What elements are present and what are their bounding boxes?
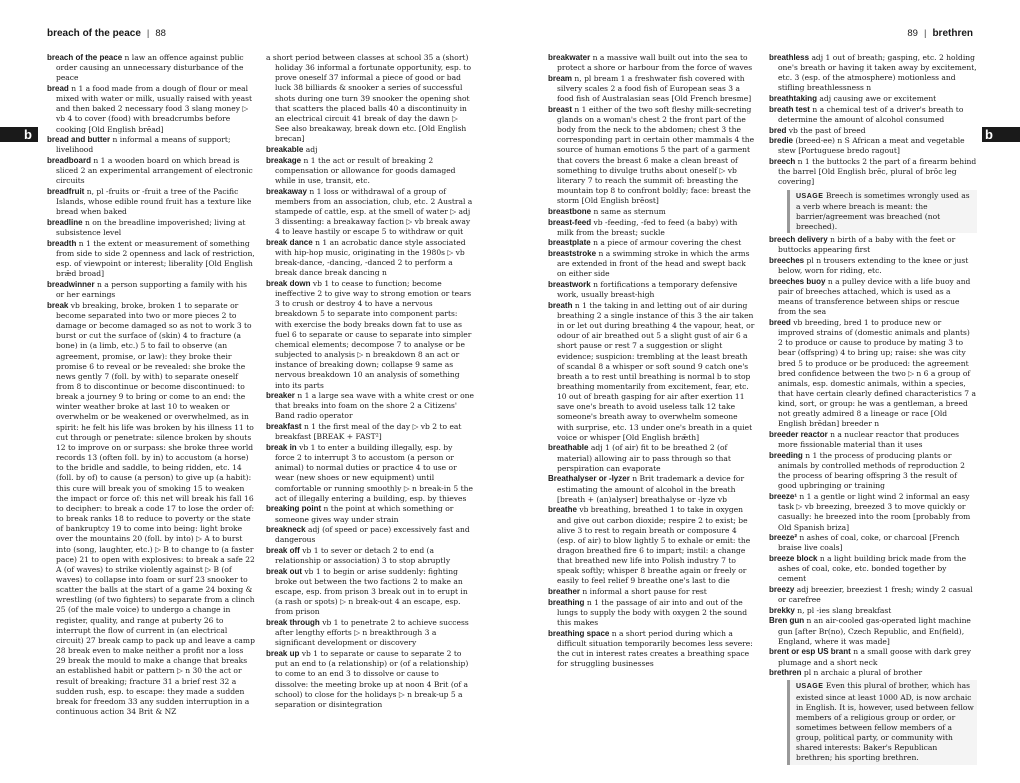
- entry-definition: n a short period during which a difficult situation temporarily becomes less severe: the cut in interest rates creates a breathing space for struggling businesses: [557, 628, 753, 669]
- entry-definition: vb 1 to penetrate 2 to achieve success after lengthy efforts ▷ n breakthrough 3 a significant development or discovery: [275, 618, 469, 648]
- entry-definition: n 1 a food made from a dough of flour or meal mixed with water or milk, usually raised with yeast and then baked 2 necessary food 3 slang money ▷ vb 4 to cover (food) with breadcrumbs before cooking [Old English brēad]: [56, 83, 253, 134]
- entry-definition: n an air-cooled gas-operated light machine gun [after Br(no), Czech Republic, and En(field), England, where it was made]: [778, 616, 971, 646]
- dictionary-entry: [769, 105, 977, 125]
- entry-definition: n a pulley device with a life buoy and pair of breeches attached, which is used as a means of transference between ships or rescue from the sea: [778, 276, 971, 317]
- left-page-number: 88: [155, 28, 166, 39]
- entry-headword: break out: [266, 566, 303, 576]
- entry-definition: n 1 the passage of air into and out of the lungs to supply the body with oxygen 2 the sound this makes: [557, 597, 748, 628]
- entry-headword: bread and butter: [47, 135, 111, 145]
- entry-definition: vb 1 to cease to function; become ineffective 2 to give way to strong emotion or tears 3 to crush or destroy 4 to have a nervous breakdown 5 to separate into component parts: with exercise the body breaks down fat to use as fuel 6 to separate or cause to separate into simpler chemical elements; decompose 7 to analyse or be subjected to analysis ▷ n breakdown 8 an act or instance of breaking down; collapse 9 same as nervous breakdown 10 an analysis of something into its parts: [275, 278, 472, 390]
- left-running-head: breach of the peace | 88: [47, 28, 166, 39]
- dictionary-entry: [769, 533, 977, 553]
- dictionary-entry: [47, 239, 255, 280]
- entry-headword: breadline: [47, 218, 83, 227]
- entry-definition: n 1 a large sea wave with a white crest or one that breaks into foam on the shore 2 a Citizens' Band radio operator: [275, 391, 474, 421]
- usage-text: Even this plural of brother, which has existed since at least 1000 AD, is now archaic in English. It is, however, used between fellow members of a religious group or order, or sometimes between fellow members of a group, political party, or community with shared interests: Baker's Republican brethren; his sporting brethren.: [796, 681, 974, 763]
- entry-definition: (breed-ee) n S African a meat and vegetable stew [Portuguese bredo ragout]: [778, 136, 965, 156]
- dictionary-entry: [47, 84, 255, 135]
- dictionary-entry: [769, 256, 977, 276]
- dictionary-entry: [769, 585, 977, 605]
- dictionary-entry: [266, 391, 474, 421]
- entry-definition: n birth of a baby with the feet or buttocks appearing first: [778, 235, 956, 255]
- dictionary-entry: [266, 525, 474, 545]
- entry-headword: Bren gun: [769, 616, 805, 626]
- dictionary-entry: [769, 430, 977, 450]
- usage-label: USAGE: [796, 683, 824, 691]
- dictionary-entry: [266, 156, 474, 186]
- dictionary-entry: [266, 145, 474, 155]
- dictionary-entry: [266, 443, 474, 504]
- dictionary-entry: [548, 505, 756, 586]
- dictionary-entry: [769, 492, 977, 533]
- dictionary-entry: [266, 422, 474, 442]
- entry-headword: breathing: [548, 597, 585, 607]
- dictionary-entry: [769, 136, 977, 156]
- entry-definition: n on the breadline impoverished; living at subsistence level: [56, 218, 246, 238]
- entry-headword: breaststroke: [548, 248, 597, 258]
- entry-headword: breakneck: [266, 525, 306, 535]
- entry-definition: pl n trousers extending to the knee or just below, worn for riding, etc.: [778, 255, 969, 276]
- entry-headword: breastwork: [548, 279, 591, 289]
- dictionary-entry: [47, 280, 255, 300]
- entry-definition: n 1 loss or withdrawal of a group of members from an association, club, etc. 2 Austral a stampede of cattle, esp. at the smell of water ▷ adj 3 dissenting: a breakaway faction ▷ vb break away 4 to leave hastily or escape 5 to withdraw or quit: [275, 186, 473, 237]
- right-page-number: 89: [907, 28, 918, 39]
- dictionary-entry: [266, 567, 474, 618]
- dictionary-entry: [266, 187, 474, 238]
- entry-headword: breadboard: [47, 156, 92, 166]
- entry-headword: breeze²: [769, 533, 798, 543]
- entry-definition: a short period between classes at school 35 a (short) holiday 36 informal a fortunate opportunity, esp. to prove oneself 37 informal a piece of good or bad luck 38 billiards & snooker a series of successful shots during one turn 39 snooker the opening shot that scatters the placed balls 40 a discontinuity in an electrical circuit 41 break of day the dawn ▷ See also breakaway, break down etc. [Old English brecan]: [266, 53, 472, 144]
- entry-definition: n Brit trademark a device for estimating the amount of alcohol in the breath [breath + (an)alyser] breathalyse or -lyze vb: [557, 474, 745, 504]
- dictionary-entry: [548, 53, 756, 73]
- entry-headword: breadth: [47, 238, 77, 248]
- entry-headword: breeches buoy: [769, 276, 826, 286]
- entry-definition: vb breeding, bred 1 to produce new or improved strains of (domestic animals and plants) 2 to produce or cause to produce by mating 3 to bear (offspring) 4 to bring up; raise: she was city bred 5 to produce or be produced: the agreement bred confidence between the two ▷ n 6 a group of animals, esp. domestic animals, within a species, that have certain clearly defined characteristics 7 a kind, sort, or group: he was a gentleman, a breed not greatly admired 8 a lineage or race [Old English brēdan] breeder n: [778, 317, 976, 429]
- entry-headword: break dance: [266, 237, 313, 247]
- entry-definition: n a massive wall built out into the sea to protect a shore or harbour from the force of waves: [557, 53, 753, 73]
- dictionary-entry: [47, 156, 255, 186]
- dictionary-entry: [47, 53, 255, 83]
- entry-headword: breast-feed: [548, 217, 592, 227]
- entry-definition: n law an offence against public order causing an unnecessary disturbance of the peace: [56, 53, 244, 83]
- entry-definition: n 1 a wooden board on which bread is sliced 2 an experimental arrangement of electronic circuits: [56, 156, 253, 186]
- dictionary-entry: [47, 301, 255, 717]
- left-guide-word: breach of the peace: [47, 28, 141, 39]
- entry-headword: breathe: [548, 505, 577, 515]
- dictionary-entry: [266, 53, 474, 144]
- entry-headword: breech delivery: [769, 235, 828, 245]
- dictionary-entry: [769, 647, 977, 667]
- entry-headword: break: [47, 300, 69, 310]
- dictionary-entry: [266, 238, 474, 279]
- entry-headword: breeze block: [769, 554, 818, 563]
- dictionary-entry: [548, 587, 756, 597]
- dictionary-entry: [769, 606, 977, 616]
- entry-definition: n the point at which something or someone gives way under strain: [275, 504, 454, 524]
- right-guide-word: brethren: [932, 28, 973, 39]
- entry-definition: n fortifications a temporary defensive work, usually breast-high: [557, 279, 738, 300]
- entry-headword: brekky: [769, 605, 795, 615]
- entry-definition: n 1 the taking in and letting out of air during breathing 2 a single instance of this 3 the air taken in or let out during breathing 4 the vapour, heat, or odour of air breathed out 5 a slight gust of air 6 a short pause or rest 7 a suggestion or slight evidence; suspicion: trembling at the least breath of scandal 8 a whisper or soft sound 9 catch one's breath a to rest until breathing is normal b to stop breathing momentarily from excitement, fear, etc. 10 out of breath gasping for air after exertion 11 save one's breath to avoid useless talk 12 take someone's breath away to overwhelm someone with surprise, etc. 13 under one's breath in a quiet voice or whisper [Old English brǣth]: [557, 300, 755, 442]
- dictionary-entry: [548, 207, 756, 217]
- entry-definition: n a person supporting a family with his or her earnings: [56, 279, 247, 300]
- dictionary-entry: [548, 474, 756, 504]
- entry-definition: n a chemical test of a driver's breath to determine the amount of alcohol consumed: [778, 104, 964, 124]
- entry-definition: adj breezier, breeziest 1 fresh; windy 2 casual or carefree: [778, 584, 973, 605]
- entry-definition: n 1 a gentle or light wind 2 informal an easy task ▷ vb breezing, breezed 3 to move quickly or casually: he breezed into the room [probably from Old Spanish briza]: [778, 492, 971, 532]
- dictionary-entry: [548, 105, 756, 207]
- entry-definition: adj causing awe or excitement: [819, 94, 937, 104]
- entry-definition: n 1 an acrobatic dance style associated with hip-hop music, originating in the 1980s ▷ vb break-dance, -dancing, -danced 2 to perform a break dance break dancing n: [275, 237, 466, 278]
- entry-headword: breakfast: [266, 422, 302, 432]
- dictionary-entry: [769, 277, 977, 318]
- dictionary-entry: [548, 280, 756, 300]
- entry-definition: vb 1 to begin or arise suddenly: fighting broke out between the two factions 2 to make an escape, esp. from prison 3 break out in to erupt in (a rash or spots) ▷ n break-out 4 an escape, esp. from prison: [275, 566, 468, 617]
- entry-headword: breadfruit: [47, 187, 85, 197]
- left-thumb-index-tab: b: [0, 127, 38, 142]
- entry-headword: Breathalyser or -lyzer: [548, 474, 630, 484]
- entry-headword: breeches: [769, 255, 805, 265]
- entry-definition: n a nuclear reactor that produces more fissionable material than it uses: [778, 430, 960, 450]
- entry-definition: vb the past of breed: [788, 125, 866, 135]
- entry-headword: bream: [548, 73, 573, 83]
- entry-headword: breath: [548, 300, 573, 310]
- entry-headword: breathless: [769, 53, 810, 62]
- entry-definition: n 1 either of the two soft fleshy milk-secreting glands on a woman's chest 2 the front part of the body from the neck to the abdomen; chest 3 the corresponding part in certain other mammals 4 the source of human emotions 5 the part of a garment that covers the breast 6 make a clean breast of something to divulge truths about oneself ▷ vb literary 7 to reach the summit of: breasting the mountain top 8 to confront boldly; face: breast the storm [Old English brēost]: [557, 104, 755, 206]
- entry-definition: n a light building brick made from the ashes of coal, coke, etc. bonded together by cement: [778, 554, 967, 584]
- dictionary-column: [47, 53, 255, 778]
- entry-headword: breezy: [769, 584, 795, 594]
- right-page: [510, 0, 1020, 783]
- dictionary-entry: [548, 598, 756, 628]
- dictionary-entry: [548, 629, 756, 670]
- dictionary-entry: [548, 301, 756, 443]
- entry-headword: break down: [266, 278, 311, 288]
- right-running-head: 89 | brethren: [907, 28, 973, 39]
- entry-definition: n same as sternum: [593, 206, 666, 216]
- entry-definition: adj 1 (of air) fit to be breathed 2 (of material) allowing air to pass through so that perspiration can evaporate: [557, 443, 731, 473]
- right-thumb-index-tab: b: [982, 127, 1020, 142]
- entry-definition: vb 1 to separate or cause to separate 2 to put an end to (a relationship) or (of a relationship) to come to an end 3 to dissolve or cause to dissolve: the meeting broke up at noon 4 Brit (of a school) to close for the holidays ▷ n break-up 5 a separation or disintegration: [275, 649, 469, 709]
- entry-headword: bred: [769, 125, 787, 135]
- dictionary-column: [548, 53, 756, 778]
- entry-definition: n, pl -ies slang breakfast: [797, 605, 892, 615]
- entry-definition: n informal a means of support; livelihood: [56, 135, 231, 155]
- entry-headword: breastbone: [548, 206, 592, 216]
- usage-text: Breech is sometimes wrongly used as a verb where breach is meant: the barrier/agreement was breached (not breeched).: [796, 190, 970, 231]
- usage-note: [769, 680, 977, 764]
- entry-definition: n ashes of coal, coke, or charcoal [French braise live coals]: [778, 533, 960, 553]
- entry-headword: breeze¹: [769, 492, 798, 502]
- entry-definition: n 1 the process of producing plants or animals by controlled methods of reproduction 2 the process of bearing offspring 3 the result of good upbringing or training: [778, 450, 965, 491]
- dictionary-column: [769, 53, 977, 778]
- entry-definition: n 1 the act or result of breaking 2 compensation or allowance for goods damaged while in use, transit, etc.: [275, 155, 456, 185]
- dictionary-column: [266, 53, 474, 778]
- entry-definition: vb breaking, broke, broken 1 to separate or become separated into two or more pieces 2 to damage or become damaged so as not to work 3 to burst or cut the surface of (skin) 4 to fracture (a bone) in (a limb, etc.) 5 to fail to observe (an agreement, promise, or law): they broke their promise 6 to reveal or be revealed: she broke the news gently 7 (foll. by with) to separate oneself from 8 to discontinue or become discontinued: to break a journey 9 to bring or come to an end: the winter weather broke at last 10 to weaken or overwhelm or be weakened or overwhelmed, as in spirit: he felt his life was broken by his illness 11 to cut through or penetrate: silence broken by shouts 12 to improve on or surpass: she broke three world records 13 (often foll. by in) to accustom (a horse) to the bridle and saddle, to being ridden, etc. 14 (foll. by of) to cause (a person) to give up (a habit): this cure will break you of smoking 15 to weaken the impact or force of: this net will break his fall 16 to decipher: to break a code 17 to lose the order of: to break ranks 18 to reduce to poverty or the state of bankruptcy 19 to come into being: light broke over the mountains 20 (foll. by into) ▷ A to burst into (song, laughter, etc.) ▷ B to change to (a faster pace) 21 to open with explosives: to break a safe 22 A (of waves) to strike violently against ▷ B (of waves) to collapse into foam or surf 23 snooker to scatter the balls at the start of a game 24 boxing & wrestling (of two fighters) to separate from a clinch 25 (of the male voice) to undergo a change in register, quality, and range at puberty 26 to interrupt the flow of current in (an electrical circuit) 27 break camp to pack up and leave a camp 28 break even to make neither a profit nor a loss 29 break the mould to make a change that breaks an established habit or pattern ▷ n 30 the act or result of breaking; fracture 31 a brief rest 32 a sudden rush, esp. to escape: they made a sudden break for freedom 33 any sudden interruption in a continuous action 34 Brit & NZ: [56, 300, 255, 716]
- dictionary-entry: [769, 616, 977, 646]
- dictionary-entry: [769, 126, 977, 136]
- entry-headword: break off: [266, 546, 300, 555]
- usage-note: [769, 190, 977, 234]
- entry-headword: breakable: [266, 144, 304, 154]
- dictionary-entry: [769, 235, 977, 255]
- entry-definition: n a small goose with dark grey plumage and a short neck: [778, 647, 972, 667]
- dictionary-entry: [266, 279, 474, 391]
- dictionary-entry: [769, 451, 977, 492]
- entry-definition: vb breathing, breathed 1 to take in oxygen and give out carbon dioxide; respire 2 to exist; be alive 3 to rest to regain breath or composure 4 (esp. of air) to blow lightly 5 to exhale or emit: the dragon breathed fire 6 to impart; instil: a change that breathed new life into Polish industry 7 to speak softly; whisper 8 breathe again or freely or easily to feel relief 9 breathe one's last to die: [557, 505, 751, 586]
- dictionary-entry: [266, 504, 474, 524]
- entry-headword: breath test: [769, 104, 810, 114]
- entry-definition: n, pl bream 1 a freshwater fish covered with silvery scales 2 a food fish of European seas 3 a food fish of Australasian seas [Old French bresme]: [557, 73, 752, 104]
- dictionary-entry: [266, 618, 474, 648]
- usage-label: USAGE: [796, 192, 824, 200]
- entry-definition: n, pl -fruits or -fruit a tree of the Pacific Islands, whose edible round fruit has a texture like bread when baked: [56, 187, 252, 217]
- entry-headword: breakaway: [266, 186, 307, 196]
- entry-definition: vb 1 to sever or detach 2 to end (a relationship or association) 3 to stop abruptly: [275, 546, 451, 566]
- dictionary-entry: [548, 218, 756, 238]
- entry-headword: breaking point: [266, 504, 322, 514]
- entry-definition: adj 1 out of breath; gasping, etc. 2 holding one's breath or having it taken away by excitement, etc. 3 (esp. of the atmosphere) motionless and stifling breathlessness n: [778, 53, 977, 93]
- entry-definition: vb -feeding, -fed to feed (a baby) with milk from the breast; suckle: [557, 217, 738, 237]
- entry-definition: n 1 the extent or measurement of something from side to side 2 openness and lack of restriction, esp. of viewpoint or interest; liberality [Old English brǣd broad]: [56, 238, 255, 279]
- dictionary-entry: [548, 443, 756, 473]
- dictionary-entry: [548, 238, 756, 248]
- entry-headword: breathable: [548, 443, 589, 453]
- entry-definition: n a piece of armour covering the chest: [593, 238, 742, 248]
- entry-headword: breastplate: [548, 238, 591, 248]
- entry-headword: breech: [769, 157, 796, 167]
- dictionary-entry: [47, 135, 255, 155]
- entry-definition: vb 1 to enter a building illegally, esp. by force 2 to interrupt 3 to accustom (a person or animal) to normal duties or practice 4 to use or wear (new shoes or new equipment) until comfortable or running smoothly ▷ n break-in 5 the act of illegally entering a building, esp. by thieves: [275, 442, 473, 503]
- dictionary-entry: [769, 668, 977, 678]
- entry-headword: brent or esp US brant: [769, 647, 851, 657]
- dictionary-entry: [769, 554, 977, 584]
- entry-headword: break through: [266, 618, 320, 628]
- dictionary-entry: [47, 187, 255, 217]
- dictionary-entry: [769, 157, 977, 187]
- dictionary-entry: [769, 53, 977, 94]
- dictionary-entry: [769, 318, 977, 430]
- entry-definition: n informal a short pause for rest: [582, 587, 707, 597]
- entry-headword: breach of the peace: [47, 53, 123, 62]
- entry-definition: n a swimming stroke in which the arms are extended in front of the head and swept back on either side: [557, 248, 750, 279]
- dictionary-entry: [47, 218, 255, 238]
- entry-headword: breadwinner: [47, 279, 95, 289]
- entry-headword: breed: [769, 317, 791, 327]
- entry-headword: break in: [266, 442, 297, 452]
- entry-definition: pl n archaic a plural of brother: [803, 668, 923, 678]
- dictionary-entry: [548, 74, 756, 104]
- dictionary-entry: [266, 546, 474, 566]
- entry-definition: n 1 the first meal of the day ▷ vb 2 to eat breakfast [BREAK + FAST²]: [275, 422, 462, 442]
- entry-headword: breakage: [266, 155, 302, 165]
- entry-definition: adj: [305, 144, 318, 154]
- entry-headword: bread: [47, 83, 69, 93]
- entry-headword: brethren: [769, 668, 802, 678]
- entry-headword: break up: [266, 649, 300, 659]
- entry-headword: bredie: [769, 136, 794, 146]
- entry-definition: adj (of speed or pace) excessively fast and dangerous: [275, 525, 470, 545]
- entry-definition: n 1 the buttocks 2 the part of a firearm behind the barrel [Old English brēc, plural of brōc leg covering]: [778, 157, 977, 187]
- dictionary-entry: [548, 249, 756, 279]
- entry-headword: breathing space: [548, 628, 610, 638]
- dictionary-entry: [769, 94, 977, 104]
- dictionary-entry: [266, 649, 474, 710]
- entry-headword: breakwater: [548, 53, 591, 62]
- entry-headword: breaker: [266, 391, 295, 401]
- entry-headword: breather: [548, 587, 581, 597]
- entry-headword: breathtaking: [769, 94, 818, 104]
- entry-headword: breast: [548, 104, 573, 114]
- entry-headword: breeding: [769, 450, 803, 460]
- entry-headword: breeder reactor: [769, 430, 828, 440]
